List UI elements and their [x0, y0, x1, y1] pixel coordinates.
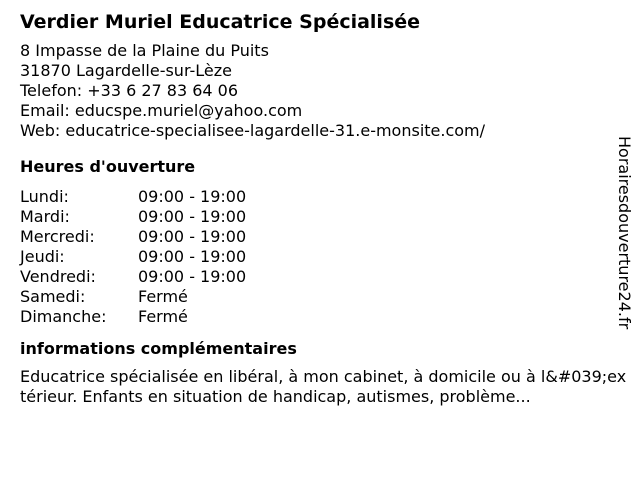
hours-day: Mardi: — [20, 207, 70, 226]
hours-row-monday — [20, 187, 615, 207]
info-description: Educatrice spécialisée en libéral, à mon cabinet, à domicile ou à l&#039;extérieur. Enfants en situation de handicap, autismes, problème... — [20, 367, 627, 406]
hours-row-tuesday — [20, 207, 615, 227]
address-city: 31870 Lagardelle-sur-Lèze — [20, 61, 232, 80]
business-name: Verdier Muriel Educatrice Spécialisée — [20, 11, 421, 33]
hours-day: Lundi: — [20, 187, 69, 206]
site-brand-vertical: Horairesdouverture24.fr — [615, 136, 634, 330]
web-line: Web: educatrice-specialisee-lagardelle-31.e-monsite.com/ — [20, 121, 486, 140]
email-line: Email: educspe.muriel@yahoo.com — [20, 101, 303, 120]
hours-row-thursday — [20, 247, 615, 267]
address-street: 8 Impasse de la Plaine du Puits — [20, 41, 269, 60]
hours-time: 09:00 - 19:00 — [138, 187, 247, 206]
hours-time: 09:00 - 19:00 — [138, 227, 247, 246]
hours-day: Vendredi: — [20, 267, 96, 286]
hours-row-sunday — [20, 307, 615, 327]
hours-time: 09:00 - 19:00 — [138, 207, 247, 226]
hours-time: Fermé — [138, 307, 188, 326]
hours-row-saturday — [20, 287, 615, 307]
hours-table — [20, 187, 615, 327]
hours-row-friday — [20, 267, 615, 287]
hours-day: Jeudi: — [20, 247, 65, 266]
hours-time: 09:00 - 19:00 — [138, 267, 247, 286]
info-heading: informations complémentaires — [20, 339, 297, 358]
hours-heading: Heures d'ouverture — [20, 157, 196, 176]
hours-day: Mercredi: — [20, 227, 95, 246]
hours-row-wednesday — [20, 227, 615, 247]
phone-line: Telefon: +33 6 27 83 64 06 — [20, 81, 239, 100]
hours-time: 09:00 - 19:00 — [138, 247, 247, 266]
hours-day: Dimanche: — [20, 307, 107, 326]
hours-time: Fermé — [138, 287, 188, 306]
hours-day: Samedi: — [20, 287, 86, 306]
